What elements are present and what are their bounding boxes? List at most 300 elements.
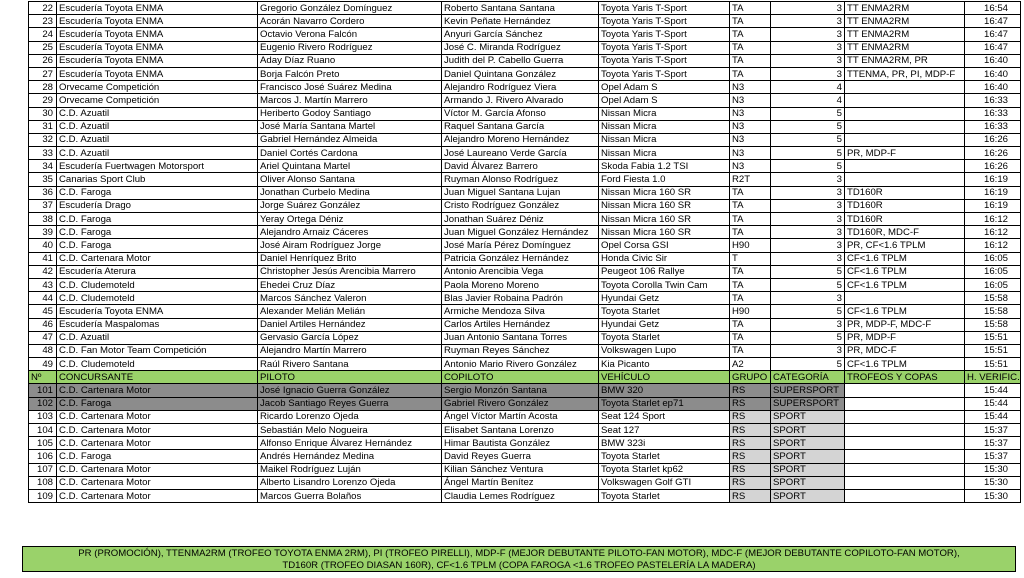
cell-vehicle: Volkswagen Golf GTI: [599, 476, 730, 489]
cell-competitor: C.D. Cludemoteld: [57, 278, 258, 291]
cell-category: 3: [771, 292, 845, 305]
cell-group: N3: [730, 107, 771, 120]
cell-vehicle: Nissan Micra: [599, 120, 730, 133]
cell-driver: Daniel Artiles Hernández: [258, 318, 442, 331]
cell-codriver: David Reyes Guerra: [442, 450, 599, 463]
cell-trophies: PR, MDP-F: [845, 147, 965, 160]
cell-trophies: [845, 463, 965, 476]
cell-group: N3: [730, 147, 771, 160]
cell-category: 5: [771, 120, 845, 133]
cell-trophies: [845, 94, 965, 107]
cell-vehicle: Opel Corsa GSI: [599, 239, 730, 252]
cell-codriver: Kevin Peñate Hernández: [442, 15, 599, 28]
cell-group: TA: [730, 54, 771, 67]
cell-codriver: Patricia González Hernández: [442, 252, 599, 265]
cell-group: TA: [730, 213, 771, 226]
cell-competitor: Escudería Toyota ENMA: [57, 28, 258, 41]
cell-verification-time: 16:33: [965, 94, 1021, 107]
cell-entry-number: 105: [29, 437, 57, 450]
cell-codriver: Antonio Mario Rivero González: [442, 358, 599, 371]
table-row: [29, 305, 1021, 318]
table-row: [29, 173, 1021, 186]
cell-verification-time: 15:58: [965, 292, 1021, 305]
cell-driver: Jorge Suárez González: [258, 199, 442, 212]
cell-vehicle: Nissan Micra 160 SR: [599, 213, 730, 226]
cell-codriver: Judith del P. Cabello Guerra: [442, 54, 599, 67]
cell-vehicle: Toyota Starlet: [599, 305, 730, 318]
header-trophies: TROFEOS Y COPAS: [845, 371, 965, 384]
cell-trophies: TD160R, MDC-F: [845, 226, 965, 239]
cell-trophies: [845, 160, 965, 173]
cell-driver: Maikel Rodríguez Luján: [258, 463, 442, 476]
cell-trophies: CF<1.6 TPLM: [845, 305, 965, 318]
cell-verification-time: 16:19: [965, 186, 1021, 199]
cell-vehicle: Toyota Yaris T-Sport: [599, 28, 730, 41]
cell-trophies: [845, 81, 965, 94]
table-row: [29, 226, 1021, 239]
cell-trophies: TT ENMA2RM: [845, 41, 965, 54]
cell-codriver: José C. Miranda Rodríguez: [442, 41, 599, 54]
cell-entry-number: 40: [29, 239, 57, 252]
cell-category: SPORT: [771, 410, 845, 423]
cell-group: H90: [730, 305, 771, 318]
cell-group: TA: [730, 344, 771, 357]
cell-codriver: Sergio Monzón Santana: [442, 384, 599, 397]
cell-category: 3: [771, 173, 845, 186]
cell-group: RS: [730, 489, 771, 502]
cell-competitor: C.D. Cludemoteld: [57, 292, 258, 305]
table-row: [29, 384, 1021, 397]
cell-codriver: Paola Moreno Moreno: [442, 278, 599, 291]
cell-trophies: TT ENMA2RM: [845, 28, 965, 41]
cell-trophies: [845, 437, 965, 450]
cell-codriver: José María Pérez Domínguez: [442, 239, 599, 252]
cell-trophies: [845, 292, 965, 305]
cell-vehicle: Volkswagen Lupo: [599, 344, 730, 357]
cell-vehicle: Ford Fiesta 1.0: [599, 173, 730, 186]
cell-category: 3: [771, 226, 845, 239]
cell-competitor: Escudería Maspalomas: [57, 318, 258, 331]
cell-entry-number: 103: [29, 410, 57, 423]
cell-group: N3: [730, 160, 771, 173]
cell-codriver: Ángel Víctor Martín Acosta: [442, 410, 599, 423]
cell-vehicle: Toyota Starlet kp62: [599, 463, 730, 476]
cell-codriver: Jonathan Suárez Déniz: [442, 213, 599, 226]
cell-verification-time: 15:51: [965, 344, 1021, 357]
cell-vehicle: Opel Adam S: [599, 94, 730, 107]
cell-group: T: [730, 252, 771, 265]
cell-group: TA: [730, 67, 771, 80]
cell-verification-time: 16:47: [965, 41, 1021, 54]
cell-category: 3: [771, 2, 845, 15]
cell-group: TA: [730, 15, 771, 28]
cell-verification-time: 16:26: [965, 133, 1021, 146]
cell-group: RS: [730, 424, 771, 437]
cell-group: RS: [730, 410, 771, 423]
cell-driver: Alejandro Martín Marrero: [258, 344, 442, 357]
cell-entry-number: 32: [29, 133, 57, 146]
cell-verification-time: 16:47: [965, 15, 1021, 28]
cell-category: 3: [771, 15, 845, 28]
cell-entry-number: 24: [29, 28, 57, 41]
cell-entry-number: 31: [29, 120, 57, 133]
cell-driver: Gervasio García López: [258, 331, 442, 344]
cell-category: 3: [771, 28, 845, 41]
cell-vehicle: Nissan Micra: [599, 147, 730, 160]
cell-driver: Alejandro Arnaiz Cáceres: [258, 226, 442, 239]
cell-driver: Gregorio González Domínguez: [258, 2, 442, 15]
cell-entry-number: 23: [29, 15, 57, 28]
cell-group: A2: [730, 358, 771, 371]
cell-codriver: Víctor M. García Afonso: [442, 107, 599, 120]
cell-trophies: TD160R: [845, 213, 965, 226]
cell-verification-time: 15:51: [965, 331, 1021, 344]
cell-vehicle: Nissan Micra 160 SR: [599, 199, 730, 212]
cell-competitor: C.D. Azuatil: [57, 147, 258, 160]
entry-list-body: [29, 2, 1021, 503]
cell-verification-time: 15:37: [965, 437, 1021, 450]
cell-entry-number: 104: [29, 424, 57, 437]
cell-group: RS: [730, 437, 771, 450]
cell-group: R2T: [730, 173, 771, 186]
trophy-legend: [22, 546, 1016, 572]
cell-vehicle: Toyota Starlet: [599, 450, 730, 463]
cell-trophies: PR, MDP-F: [845, 331, 965, 344]
cell-trophies: [845, 476, 965, 489]
cell-entry-number: 39: [29, 226, 57, 239]
cell-group: TA: [730, 331, 771, 344]
cell-driver: Marcos Sánchez Valeron: [258, 292, 442, 305]
table-row: [29, 278, 1021, 291]
cell-verification-time: 16:33: [965, 120, 1021, 133]
cell-group: RS: [730, 463, 771, 476]
table-row: [29, 252, 1021, 265]
cell-entry-number: 35: [29, 173, 57, 186]
cell-entry-number: 28: [29, 81, 57, 94]
cell-trophies: [845, 397, 965, 410]
cell-verification-time: 16:12: [965, 226, 1021, 239]
cell-verification-time: 15:30: [965, 476, 1021, 489]
cell-entry-number: 101: [29, 384, 57, 397]
cell-competitor: Escudería Toyota ENMA: [57, 54, 258, 67]
cell-verification-time: 16:26: [965, 147, 1021, 160]
table-row: [29, 15, 1021, 28]
cell-competitor: Escudería Toyota ENMA: [57, 41, 258, 54]
cell-verification-time: 16:19: [965, 173, 1021, 186]
cell-codriver: Roberto Santana Santana: [442, 2, 599, 15]
cell-verification-time: 16:05: [965, 265, 1021, 278]
cell-vehicle: Toyota Yaris T-Sport: [599, 41, 730, 54]
cell-trophies: [845, 450, 965, 463]
cell-trophies: [845, 489, 965, 502]
cell-vehicle: BMW 320: [599, 384, 730, 397]
table-row: [29, 41, 1021, 54]
cell-competitor: Canarias Sport Club: [57, 173, 258, 186]
table-row: [29, 410, 1021, 423]
entry-list-table: [28, 1, 1021, 503]
cell-codriver: Antonio Arencibia Vega: [442, 265, 599, 278]
cell-competitor: C.D. Azuatil: [57, 120, 258, 133]
cell-driver: Alfonso Enrique Álvarez Hernández: [258, 437, 442, 450]
cell-driver: Yeray Ortega Déniz: [258, 213, 442, 226]
cell-group: TA: [730, 226, 771, 239]
cell-trophies: TT ENMA2RM: [845, 15, 965, 28]
table-row: [29, 476, 1021, 489]
cell-verification-time: 16:12: [965, 213, 1021, 226]
cell-driver: Christopher Jesús Arencibia Marrero: [258, 265, 442, 278]
cell-driver: Marcos Guerra Bolaños: [258, 489, 442, 502]
table-row: [29, 292, 1021, 305]
cell-driver: Ehedei Cruz Díaz: [258, 278, 442, 291]
cell-category: 3: [771, 41, 845, 54]
table-row: [29, 265, 1021, 278]
cell-category: 3: [771, 213, 845, 226]
cell-entry-number: 34: [29, 160, 57, 173]
cell-entry-number: 30: [29, 107, 57, 120]
cell-category: SUPERSPORT: [771, 397, 845, 410]
cell-verification-time: 16:33: [965, 107, 1021, 120]
cell-competitor: C.D. Azuatil: [57, 107, 258, 120]
table-row: [29, 2, 1021, 15]
cell-entry-number: 46: [29, 318, 57, 331]
table-row: [29, 424, 1021, 437]
cell-group: N3: [730, 94, 771, 107]
cell-vehicle: Toyota Yaris T-Sport: [599, 15, 730, 28]
cell-trophies: [845, 120, 965, 133]
cell-entry-number: 41: [29, 252, 57, 265]
cell-trophies: [845, 133, 965, 146]
cell-verification-time: 15:30: [965, 489, 1021, 502]
cell-driver: Eugenio Rivero Rodríguez: [258, 41, 442, 54]
cell-entry-number: 106: [29, 450, 57, 463]
cell-verification-time: 15:44: [965, 410, 1021, 423]
cell-verification-time: 15:44: [965, 397, 1021, 410]
cell-entry-number: 22: [29, 2, 57, 15]
table-row: [29, 28, 1021, 41]
cell-competitor: C.D. Cartenara Motor: [57, 424, 258, 437]
cell-trophies: TT ENMA2RM: [845, 2, 965, 15]
cell-group: N3: [730, 133, 771, 146]
cell-trophies: CF<1.6 TPLM: [845, 252, 965, 265]
cell-entry-number: 108: [29, 476, 57, 489]
cell-entry-number: 44: [29, 292, 57, 305]
table-row: [29, 199, 1021, 212]
cell-codriver: Juan Miguel González Hernández: [442, 226, 599, 239]
cell-entry-number: 42: [29, 265, 57, 278]
cell-codriver: Alejandro Moreno Hernández: [442, 133, 599, 146]
cell-vehicle: Nissan Micra: [599, 133, 730, 146]
cell-driver: Heriberto Godoy Santiago: [258, 107, 442, 120]
header-codriver: COPILOTO: [442, 371, 599, 384]
cell-vehicle: Toyota Starlet: [599, 489, 730, 502]
cell-trophies: PR, MDP-F, MDC-F: [845, 318, 965, 331]
cell-vehicle: Seat 124 Sport: [599, 410, 730, 423]
cell-verification-time: 16:47: [965, 28, 1021, 41]
cell-category: SPORT: [771, 424, 845, 437]
cell-competitor: Escudería Toyota ENMA: [57, 2, 258, 15]
cell-codriver: Ruyman Reyes Sánchez: [442, 344, 599, 357]
cell-vehicle: Seat 127: [599, 424, 730, 437]
cell-driver: Marcos J. Martín Marrero: [258, 94, 442, 107]
cell-driver: Francisco José Suárez Medina: [258, 81, 442, 94]
cell-entry-number: 107: [29, 463, 57, 476]
cell-competitor: C.D. Cartenara Motor: [57, 437, 258, 450]
cell-codriver: Elisabet Santana Lorenzo: [442, 424, 599, 437]
cell-competitor: C.D. Faroga: [57, 186, 258, 199]
cell-group: TA: [730, 28, 771, 41]
table-row: [29, 81, 1021, 94]
cell-driver: Alberto Lisandro Lorenzo Ojeda: [258, 476, 442, 489]
cell-verification-time: 16:26: [965, 160, 1021, 173]
cell-codriver: Anyuri García Sánchez: [442, 28, 599, 41]
cell-verification-time: 16:40: [965, 81, 1021, 94]
cell-category: 5: [771, 358, 845, 371]
cell-category: 5: [771, 133, 845, 146]
cell-group: RS: [730, 384, 771, 397]
table-row: [29, 120, 1021, 133]
cell-category: 3: [771, 344, 845, 357]
cell-competitor: C.D. Cartenara Motor: [57, 489, 258, 502]
legend-line-1: PR (PROMOCIÓN), TTENMA2RM (TROFEO TOYOTA ENMA 2RM), PI (TROFEO PIRELLI), MDP-F (MEJOR DEBUTANTE PILOTO-FAN MOTOR), MDC-F (MEJOR DEBUTANTE COPILOTO-FAN MOTOR),: [78, 548, 960, 559]
table-row: [29, 397, 1021, 410]
header-group: GRUPO: [730, 371, 771, 384]
cell-verification-time: 15:44: [965, 384, 1021, 397]
cell-category: SPORT: [771, 437, 845, 450]
cell-verification-time: 15:30: [965, 463, 1021, 476]
cell-category: SUPERSPORT: [771, 384, 845, 397]
cell-vehicle: Hyundai Getz: [599, 318, 730, 331]
cell-competitor: C.D. Cartenara Motor: [57, 463, 258, 476]
table-row: [29, 463, 1021, 476]
table-row: [29, 107, 1021, 120]
cell-category: SPORT: [771, 489, 845, 502]
table-row: [29, 67, 1021, 80]
header-driver: PILOTO: [258, 371, 442, 384]
cell-category: 5: [771, 278, 845, 291]
cell-trophies: TTENMA, PR, PI, MDP-F: [845, 67, 965, 80]
cell-codriver: Juan Antonio Santana Torres: [442, 331, 599, 344]
cell-codriver: Armiche Mendoza Silva: [442, 305, 599, 318]
cell-category: 3: [771, 199, 845, 212]
cell-vehicle: Honda Civic Sir: [599, 252, 730, 265]
cell-verification-time: 16:12: [965, 239, 1021, 252]
cell-category: 5: [771, 305, 845, 318]
table-row: [29, 358, 1021, 371]
table-row: [29, 450, 1021, 463]
cell-driver: Jonathan Curbelo Medina: [258, 186, 442, 199]
cell-driver: Daniel Henríquez Brito: [258, 252, 442, 265]
cell-competitor: Escudería Toyota ENMA: [57, 15, 258, 28]
cell-codriver: Blas Javier Robaina Padrón: [442, 292, 599, 305]
header-competitor: CONCURSANTE: [57, 371, 258, 384]
cell-verification-time: 15:37: [965, 450, 1021, 463]
cell-driver: Aday Díaz Ruano: [258, 54, 442, 67]
cell-verification-time: 15:37: [965, 424, 1021, 437]
cell-category: 5: [771, 331, 845, 344]
cell-driver: Octavio Verona Falcón: [258, 28, 442, 41]
cell-trophies: [845, 384, 965, 397]
cell-verification-time: 16:05: [965, 278, 1021, 291]
cell-entry-number: 102: [29, 397, 57, 410]
cell-category: 5: [771, 147, 845, 160]
table-row: [29, 489, 1021, 502]
cell-driver: Jacob Santiago Reyes Guerra: [258, 397, 442, 410]
table-row: [29, 186, 1021, 199]
cell-entry-number: 38: [29, 213, 57, 226]
cell-trophies: TD160R: [845, 199, 965, 212]
cell-trophies: CF<1.6 TPLM: [845, 278, 965, 291]
cell-driver: Raúl Rivero Santana: [258, 358, 442, 371]
cell-competitor: C.D. Cludemoteld: [57, 358, 258, 371]
cell-entry-number: 25: [29, 41, 57, 54]
cell-codriver: José Laureano Verde García: [442, 147, 599, 160]
legend-line-2: TD160R (TROFEO DIASAN 160R), CF<1.6 TPLM (COPA FAROGA <1.6 TROFEO PASTELERÍA LA MADERA): [282, 560, 756, 571]
table-row: [29, 344, 1021, 357]
cell-codriver: Ruyman Alonso Rodríguez: [442, 173, 599, 186]
cell-competitor: Escudería Toyota ENMA: [57, 67, 258, 80]
cell-category: 3: [771, 54, 845, 67]
cell-codriver: Juan Miguel Santana Lujan: [442, 186, 599, 199]
cell-competitor: C.D. Cartenara Motor: [57, 410, 258, 423]
cell-group: TA: [730, 41, 771, 54]
cell-verification-time: 16:40: [965, 67, 1021, 80]
cell-competitor: C.D. Faroga: [57, 450, 258, 463]
cell-vehicle: Hyundai Getz: [599, 292, 730, 305]
cell-driver: José María Santana Martel: [258, 120, 442, 133]
cell-vehicle: Peugeot 106 Rallye: [599, 265, 730, 278]
cell-entry-number: 29: [29, 94, 57, 107]
cell-vehicle: Toyota Corolla Twin Cam: [599, 278, 730, 291]
cell-driver: Alexander Melián Melián: [258, 305, 442, 318]
cell-competitor: Escudería Fuertwagen Motorsport: [57, 160, 258, 173]
cell-driver: Borja Falcón Preto: [258, 67, 442, 80]
cell-category: SPORT: [771, 476, 845, 489]
cell-vehicle: Kia Picanto: [599, 358, 730, 371]
cell-competitor: Orvecame Competición: [57, 94, 258, 107]
cell-vehicle: Opel Adam S: [599, 81, 730, 94]
cell-codriver: Armando J. Rivero Alvarado: [442, 94, 599, 107]
cell-entry-number: 49: [29, 358, 57, 371]
cell-vehicle: BMW 323i: [599, 437, 730, 450]
cell-trophies: [845, 107, 965, 120]
cell-driver: Acorán Navarro Cordero: [258, 15, 442, 28]
table-row: [29, 318, 1021, 331]
table-row: [29, 331, 1021, 344]
cell-competitor: C.D. Cartenara Motor: [57, 384, 258, 397]
entry-list-sheet: [28, 1, 1020, 503]
cell-entry-number: 26: [29, 54, 57, 67]
cell-codriver: Daniel Quintana González: [442, 67, 599, 80]
cell-codriver: Carlos Artiles Hernández: [442, 318, 599, 331]
cell-codriver: Kilian Sánchez Ventura: [442, 463, 599, 476]
cell-verification-time: 16:54: [965, 2, 1021, 15]
table-row: [29, 437, 1021, 450]
cell-verification-time: 15:58: [965, 318, 1021, 331]
cell-competitor: C.D. Faroga: [57, 239, 258, 252]
cell-vehicle: Nissan Micra 160 SR: [599, 186, 730, 199]
cell-entry-number: 48: [29, 344, 57, 357]
cell-vehicle: Skoda Fabia 1.2 TSI: [599, 160, 730, 173]
header-vehicle: VEHÍCULO: [599, 371, 730, 384]
cell-entry-number: 47: [29, 331, 57, 344]
table-row: [29, 239, 1021, 252]
cell-trophies: TT ENMA2RM, PR: [845, 54, 965, 67]
cell-competitor: Orvecame Competición: [57, 81, 258, 94]
cell-entry-number: 43: [29, 278, 57, 291]
cell-category: 4: [771, 94, 845, 107]
table-row: [29, 133, 1021, 146]
table-header-row: [29, 371, 1021, 384]
